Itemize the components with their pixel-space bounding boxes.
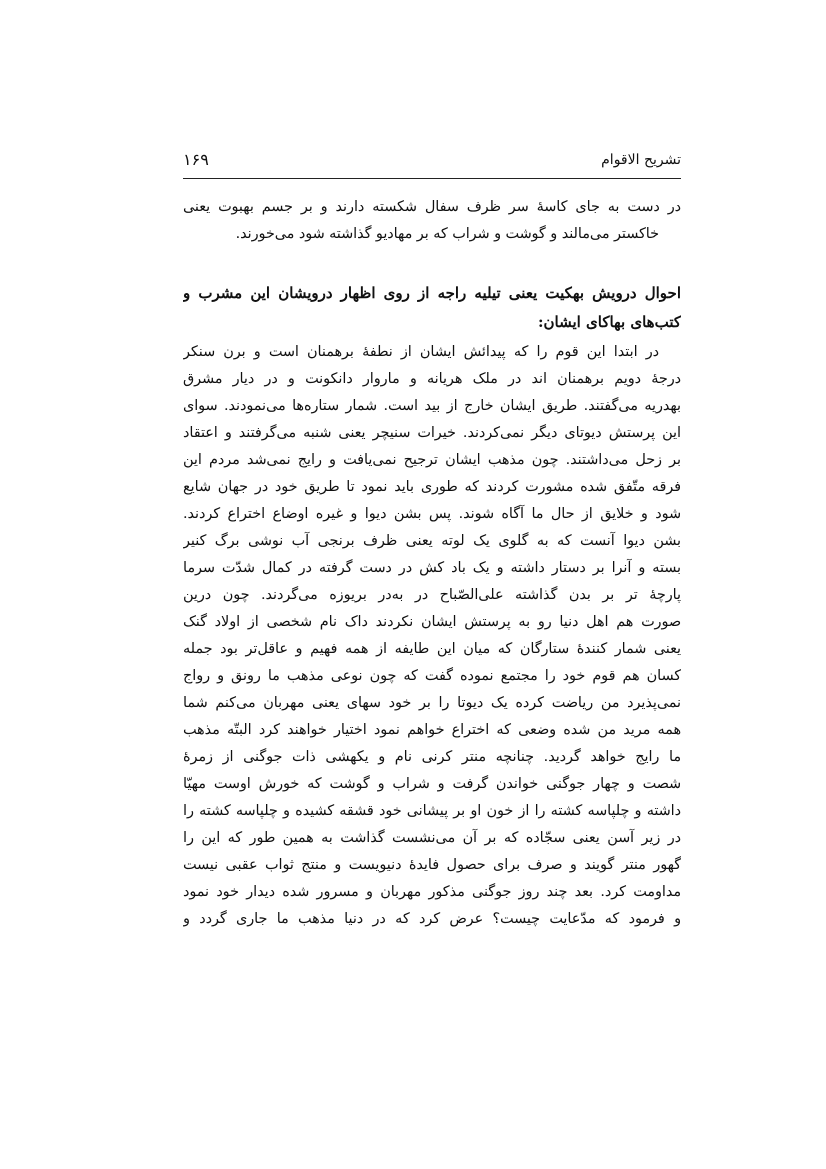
text-line: شصت و چهار جوگنی خواندن گرفت و شراب و گوشت که خورش اوست مهیّا: [183, 776, 681, 792]
text-line: همه مرید من شده وضعی که اختراع خواهم نمود اختیار خواهند کرد البتّه مذهب: [183, 722, 681, 738]
text-line: بشن دیوا آنست که به گلوی یک لوته یعنی ظرف برنجی آب نوشی برگ کنیر: [183, 533, 681, 549]
text-line: صورت هم اهل دنیا رو به پرستش ایشان نکردند داک نام شخصی از اولاد گنک: [183, 614, 681, 630]
page-number: ۱۶۹: [183, 150, 209, 169]
text-line: یعنی شمار کنندهٔ ستارگان که میان این طایفه از همه فهیم و عاقل‌تر بود جمله: [183, 641, 681, 657]
text-line: این پرستش دیوتای دیگر نمی‌کردند. خیرات سنیچر یعنی شنبه می‌گرفتند و اعتقاد: [183, 425, 681, 441]
text-line: فرقه متّفق شده مشورت کردند که طوری باید نمود تا طریق خود در جهان شایع: [183, 479, 681, 495]
text-line: کسان هم قوم خود را مجتمع نموده گفت که چون نوعی مذهب ما رونق و رواج: [183, 668, 681, 684]
text-line: خاکستر می‌مالند و گوشت و شراب که بر مهادیو گذاشته شود می‌خورند.: [235, 226, 659, 242]
text-line: نمی‌پذیرد من ریاضت کرده یک دیوتا را بر خود سهای یعنی مهربان می‌کنم شما: [183, 695, 681, 711]
text-line: بر زحل می‌داشتند. چون مذهب ایشان ترجیح نمی‌یافت و رایج نمی‌شد مردم این: [183, 452, 681, 468]
text-line: در زیر آسن یعنی سجّاده که بر آن می‌نشست گذاشت به همین طور که این را: [183, 830, 681, 846]
text-line: پارچهٔ تر بر بدن گذاشته علی‌الصّباح در به‌در بریوزه می‌گردند. چون درین: [183, 587, 681, 603]
text-line: شود و خلایق از حال ما آگاه شوند. پس بشن دیوا و غیره اوضاع اختراع کردند.: [183, 506, 681, 522]
text-line: درجهٔ دویم برهمنان اند در ملک هریانه و ماروار دانکونت و در دیار مشرق: [183, 371, 681, 387]
text-line: داشته و چلپاسه کشته را از خون او بر پیشانی خود قشقه کشیده و چلپاسه کشته را: [183, 803, 681, 819]
text-line: ما رایج خواهد گردید. چنانچه منتر کرنی نام و یکهشی ذات جوگنی از زمرهٔ: [183, 749, 681, 765]
text-line: مداومت کرد. بعد چند روز جوگنی مذکور مهربان و مسرور شده دیدار خود نمود: [183, 884, 681, 900]
page-content: [183, 194, 681, 933]
heading-line: احوال درویش بهکیت یعنی تیلیه راجه از روی اظهار درویشان این مشرب و: [183, 284, 681, 302]
text-line: بسته و آنرا بر دستار داشته و یک باد کش در دست گرفته در کمال شدّت سرما: [183, 560, 681, 576]
body-paragraph: [183, 339, 681, 933]
section-heading: [183, 279, 681, 337]
text-line: در ابتدا این قوم را که پیدائش ایشان از نطفهٔ برهمنان است و برن سنکر: [183, 344, 659, 360]
running-header: [183, 150, 681, 179]
running-title: تشریح الاقوام: [601, 152, 681, 168]
text-line: بهدریه می‌گفتند. طریق ایشان خارج از بید است. شمار ستاره‌ها می‌نمودند. سوای: [183, 398, 681, 414]
text-line: در دست به جای کاسهٔ سر ظرف سفال شکسته دارند و بر جسم بهبوت یعنی: [183, 199, 681, 215]
heading-line: کتب‌های بهاکای ایشان:: [537, 313, 681, 331]
intro-paragraph: [183, 194, 681, 248]
text-line: گهور منتر گویند و صرف برای حصول فایدهٔ دنیویست و منتج ثواب عقبی نیست: [183, 857, 681, 873]
text-line: و فرمود که مدّعایت چیست؟ عرض کرد که در دنیا مذهب ما جاری گردد و: [183, 911, 681, 927]
